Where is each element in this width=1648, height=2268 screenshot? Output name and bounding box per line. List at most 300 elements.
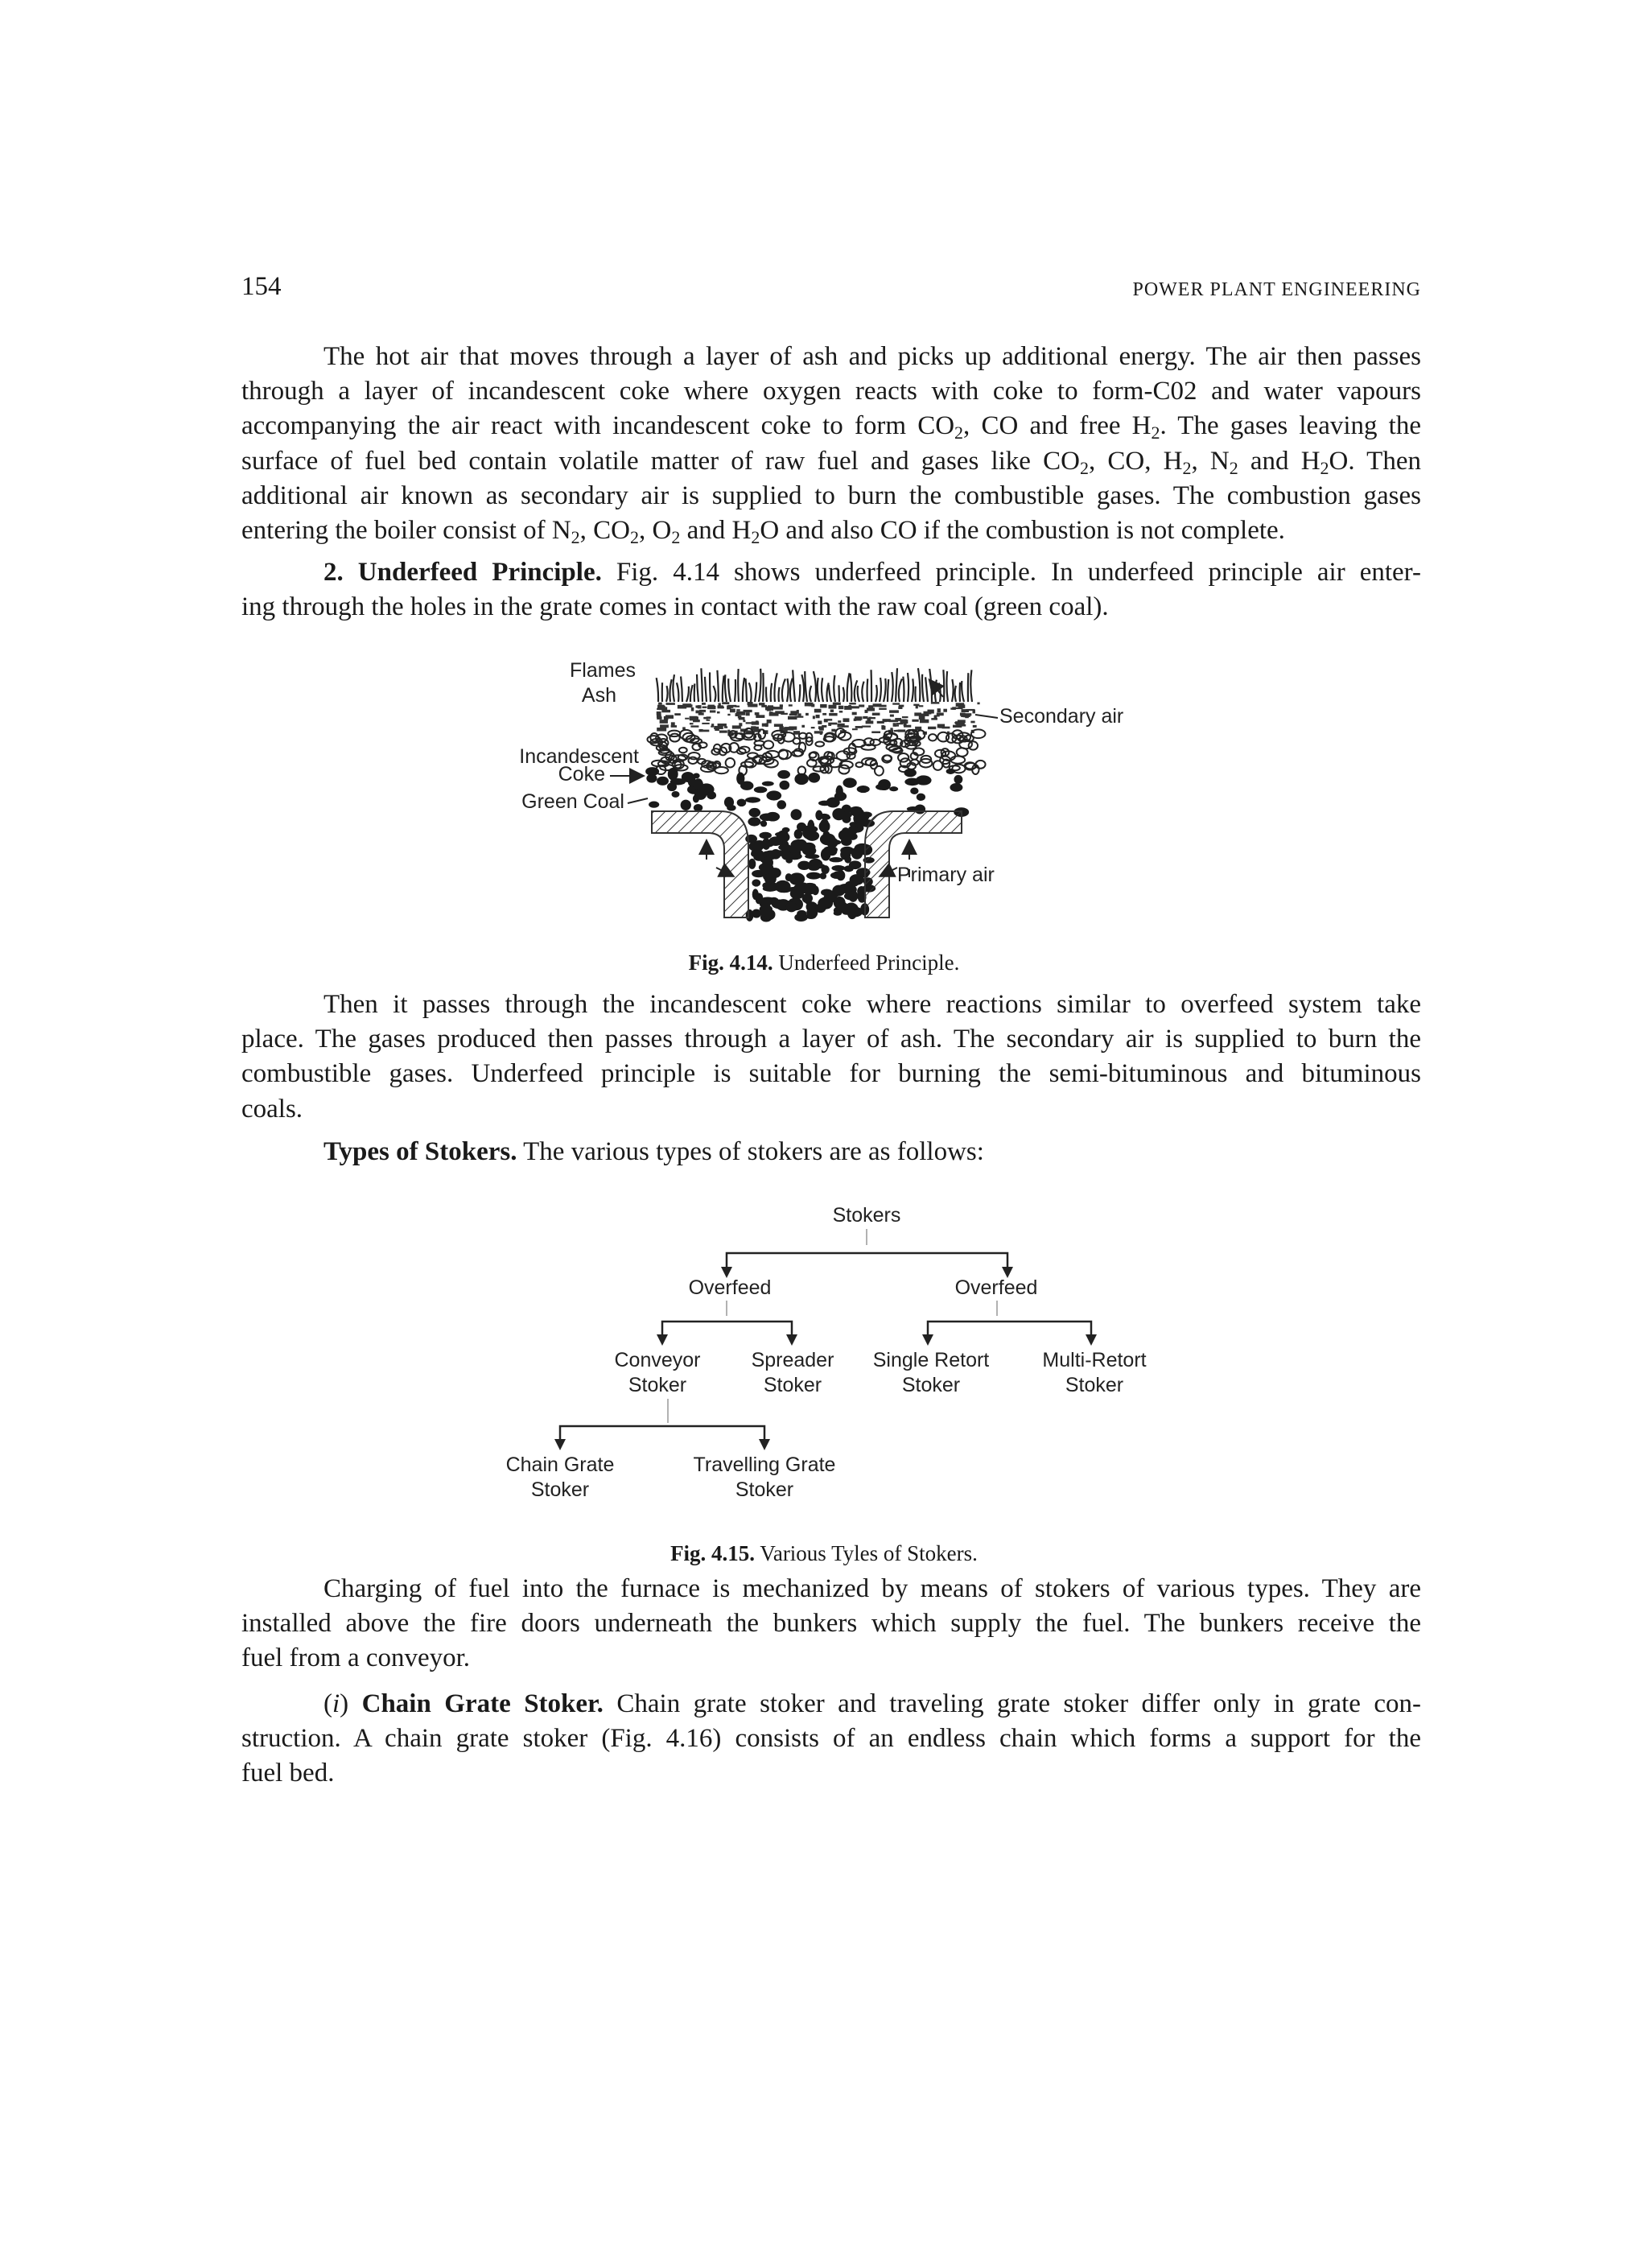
ash-texture xyxy=(722,702,729,704)
secondary-air-leader xyxy=(975,715,998,718)
coke-texture xyxy=(764,740,773,748)
ash-texture xyxy=(727,714,730,715)
green-coal-texture xyxy=(775,832,788,837)
paragraph-charging-fuel xyxy=(241,1572,1421,1676)
green-coal-texture xyxy=(916,775,932,785)
left-duct xyxy=(652,811,748,918)
ash-texture xyxy=(964,713,971,715)
ash-texture xyxy=(916,704,918,708)
green-coal-texture xyxy=(682,772,694,782)
ash-texture xyxy=(805,703,814,707)
green-coal-texture xyxy=(794,913,807,922)
green-coal-texture xyxy=(785,873,793,881)
ash-texture xyxy=(869,717,876,719)
coke-texture xyxy=(969,741,978,749)
green-coal-texture xyxy=(681,800,691,810)
ash-texture xyxy=(818,720,822,724)
ash-texture xyxy=(690,725,698,727)
ash-texture xyxy=(702,707,707,708)
tree-node-chain-grate-stoker: Stoker xyxy=(530,1478,590,1501)
ash-texture xyxy=(859,704,864,707)
text-line: Charging of fuel into the furnace is mechanized by means of stokers of various types. They are xyxy=(323,1574,1421,1603)
green-coal-texture xyxy=(802,843,816,852)
green-coal-texture xyxy=(668,768,678,781)
ash-texture xyxy=(797,713,801,715)
ash-texture xyxy=(698,729,702,732)
text-line: The hot air that moves through a layer of ash and picks up additional energy. The air then passes xyxy=(323,342,1421,371)
ash-texture xyxy=(956,724,962,727)
green-coal-texture xyxy=(850,806,863,814)
coke-texture xyxy=(975,761,985,769)
underfeed-principle-figure xyxy=(483,652,1175,926)
green-coal-texture xyxy=(806,907,818,918)
ash-texture xyxy=(695,711,702,714)
ash-texture xyxy=(735,713,740,716)
section-heading: 2. Underfeed Principle. xyxy=(323,558,602,587)
tree-arrowhead xyxy=(922,1334,933,1346)
green-coal-texture xyxy=(754,786,768,793)
ash-texture xyxy=(966,709,974,711)
text-line: fuel bed. xyxy=(241,1759,335,1788)
green-coal-texture xyxy=(904,769,917,777)
ash-texture xyxy=(820,704,826,708)
green-coal-texture xyxy=(646,774,657,783)
green-coal-texture xyxy=(831,865,845,871)
ash-texture xyxy=(816,715,820,718)
ash-texture xyxy=(814,709,822,713)
ash-texture xyxy=(690,716,698,720)
coke-texture xyxy=(793,738,801,744)
ash-texture xyxy=(784,727,793,730)
ash-texture xyxy=(830,709,834,711)
ash-texture xyxy=(937,708,941,712)
ash-texture xyxy=(724,726,727,728)
green-coal-texture xyxy=(752,870,765,877)
green-coal-texture xyxy=(844,903,859,916)
tree-arrowhead xyxy=(786,1334,797,1346)
green-coal-label: Green Coal xyxy=(521,790,624,813)
text-line: 2. Underfeed Principle. Fig. 4.14 shows underfeed principle. In underfeed principle air enter- xyxy=(323,558,1422,587)
green-coal-texture xyxy=(766,790,781,800)
green-coal-texture xyxy=(829,839,842,845)
ash-texture xyxy=(896,723,903,724)
ash-texture xyxy=(708,705,714,709)
ash-texture xyxy=(743,720,745,722)
flames-texture xyxy=(657,668,972,702)
tree-connector xyxy=(727,1253,1007,1269)
ash-texture xyxy=(838,706,844,709)
tree-node-multi-retort-stoker: Multi-Retort xyxy=(1042,1349,1147,1371)
green-coal-texture xyxy=(671,791,679,798)
ash-texture xyxy=(822,713,826,715)
green-coal-texture xyxy=(917,794,925,801)
ash-texture xyxy=(824,719,832,720)
green-coal-texture xyxy=(771,849,781,860)
ash-texture xyxy=(739,723,742,726)
green-coal-texture xyxy=(762,781,774,786)
ash-texture xyxy=(732,725,740,728)
ash-texture xyxy=(838,720,841,723)
ash-texture xyxy=(868,705,873,708)
tree-arrowhead xyxy=(759,1439,770,1450)
ash-texture xyxy=(919,705,924,707)
text-line: surface of fuel bed contain volatile matter of raw fuel and gases like $CO_2$, CO, $H_2$, $N_2$ and $H_2O$. Then xyxy=(241,446,1421,478)
ash-texture xyxy=(852,728,858,730)
text-line: Types of Stokers. The various types of stokers are as follows: xyxy=(323,1137,984,1166)
tree-arrowhead xyxy=(1086,1334,1097,1346)
green-coal-texture xyxy=(724,797,734,808)
ash-texture xyxy=(797,710,799,714)
ash-texture xyxy=(657,715,661,718)
green-coal-texture xyxy=(805,854,819,859)
ash-texture xyxy=(866,720,874,724)
green-coal-texture xyxy=(694,804,702,811)
green-coal-texture xyxy=(833,871,842,876)
ash-texture xyxy=(919,715,925,720)
green-coal-texture xyxy=(844,882,853,893)
ash-texture xyxy=(904,722,907,726)
ash-texture xyxy=(703,730,710,732)
ash-texture xyxy=(762,724,768,727)
ash-texture xyxy=(862,726,871,728)
ash-texture xyxy=(657,711,661,715)
text-line: fuel from a conveyor. xyxy=(241,1643,471,1673)
text-line: combustible gases. Underfeed principle is suitable for burning the semi-bituminous and bituminous xyxy=(241,1059,1421,1089)
ash-texture xyxy=(882,726,886,730)
ash-texture xyxy=(898,706,902,709)
ash-texture xyxy=(750,703,757,707)
ash-texture xyxy=(889,710,899,712)
secondary-air-label: Secondary air xyxy=(999,705,1124,728)
green-coal-texture xyxy=(849,822,856,827)
green-coal-texture xyxy=(844,856,851,864)
ash-texture xyxy=(711,726,714,728)
green-coal-texture xyxy=(790,809,801,820)
tree-connector xyxy=(560,1426,764,1442)
tree-node-multi-retort-stoker: Stoker xyxy=(1065,1374,1124,1396)
ash-texture xyxy=(801,725,805,728)
green-coal-texture xyxy=(745,797,760,802)
coke-texture xyxy=(670,734,679,742)
ash-texture xyxy=(746,712,750,715)
ash-texture xyxy=(682,703,691,707)
green-coal-texture xyxy=(946,769,955,774)
green-coal-texture xyxy=(850,876,864,882)
ash-texture xyxy=(661,725,666,728)
ash-texture xyxy=(829,713,837,716)
green-coal-leader xyxy=(628,798,648,803)
green-coal-texture xyxy=(737,798,747,806)
green-coal-texture xyxy=(694,788,707,800)
tree-node-spreader-stoker: Stoker xyxy=(763,1374,822,1396)
green-coal-texture xyxy=(954,775,962,784)
ash-texture xyxy=(865,710,868,713)
coke-texture xyxy=(715,767,728,773)
green-coal-texture xyxy=(950,783,962,792)
ash-texture xyxy=(710,710,715,712)
green-coal-texture xyxy=(836,786,843,798)
ash-texture xyxy=(674,713,681,715)
ash-texture xyxy=(977,703,979,705)
running-head: POWER PLANT ENGINEERING xyxy=(1132,279,1421,300)
green-coal-texture xyxy=(809,866,819,871)
coke-texture xyxy=(971,729,986,738)
green-coal-texture xyxy=(740,781,753,790)
ash-texture xyxy=(877,721,884,724)
ash-texture xyxy=(820,732,822,735)
green-coal-texture xyxy=(759,832,772,839)
ash-texture xyxy=(973,725,977,728)
ash-texture xyxy=(890,715,894,717)
green-coal-texture xyxy=(838,829,853,841)
ash-texture xyxy=(902,716,908,718)
ash-texture xyxy=(970,721,974,724)
coke-texture xyxy=(933,761,942,770)
ash-texture xyxy=(752,721,759,724)
text-line: place. The gases produced then passes through a layer of ash. The secondary air is supplied to burn the xyxy=(241,1025,1421,1054)
ash-texture xyxy=(811,727,815,728)
ash-texture xyxy=(813,715,815,719)
green-coal-texture xyxy=(778,844,789,850)
tree-node-stokers: Stokers xyxy=(832,1204,901,1227)
paragraph-incandescent xyxy=(241,988,1421,1127)
tree-arrowhead xyxy=(554,1439,566,1450)
ash-texture xyxy=(892,703,900,704)
coke-texture xyxy=(726,758,735,768)
coke-texture xyxy=(898,753,908,762)
incandescent-label: Incandescent xyxy=(519,745,639,768)
tree-connector xyxy=(662,1322,792,1338)
green-coal-texture xyxy=(770,883,777,889)
tree-node-travelling-grate-stoker: Stoker xyxy=(735,1478,794,1501)
ash-texture xyxy=(958,720,966,723)
green-coal-texture xyxy=(748,817,760,826)
ash-texture xyxy=(788,716,797,720)
green-coal-texture xyxy=(880,782,888,790)
green-coal-texture xyxy=(777,800,786,809)
coke-texture xyxy=(929,734,937,740)
coke-texture xyxy=(913,748,925,756)
text-line: ing through the holes in the grate comes in contact with the raw coal (green coal). xyxy=(241,592,1109,622)
coke-texture xyxy=(813,766,824,771)
ash-texture xyxy=(698,705,702,708)
green-coal-texture xyxy=(821,848,830,861)
green-coal-texture xyxy=(781,851,792,860)
ash-texture xyxy=(759,703,764,705)
ash-texture xyxy=(895,724,899,726)
coke-label: Coke xyxy=(558,763,605,786)
green-coal-texture xyxy=(840,847,854,855)
ash-texture xyxy=(665,703,674,705)
coke-texture xyxy=(754,745,761,750)
paragraph-underfeed xyxy=(241,555,1421,625)
green-coal-texture xyxy=(765,812,780,822)
ash-texture xyxy=(665,715,674,719)
ash-texture xyxy=(863,716,867,719)
green-coal-texture xyxy=(829,857,843,862)
tree-node-conveyor-stoker: Conveyor xyxy=(614,1349,701,1371)
ash-texture xyxy=(842,725,849,728)
ash-texture xyxy=(660,720,668,724)
ash-texture xyxy=(914,712,921,715)
text-line: (i) Chain Grate Stoker. Chain grate stoker and traveling grate stoker differ only in grate con- xyxy=(323,1689,1421,1718)
ash-texture xyxy=(671,722,675,726)
green-coal-texture xyxy=(649,802,659,808)
green-coal-texture xyxy=(793,884,808,894)
green-coal-texture xyxy=(748,808,760,817)
section-heading: Chain Grate Stoker. xyxy=(361,1689,604,1718)
ash-texture xyxy=(828,705,836,709)
ash-texture xyxy=(781,713,788,715)
ash-texture xyxy=(789,704,793,706)
green-coal-texture xyxy=(821,865,829,874)
green-coal-texture xyxy=(910,787,918,794)
text-line: accompanying the air react with incandescent coke to form $CO_2$, CO and free $H_2$. The gases leaving the xyxy=(241,411,1421,443)
ash-texture xyxy=(931,718,937,720)
ash-texture xyxy=(872,713,880,715)
ash-texture xyxy=(718,705,723,708)
green-coal-texture xyxy=(786,902,797,913)
ash-texture xyxy=(768,707,775,709)
ash-texture xyxy=(714,726,723,729)
paragraph-types-of-stokers xyxy=(241,1135,1421,1169)
green-coal-texture xyxy=(806,872,821,880)
green-coal-texture xyxy=(857,786,870,793)
ash-texture xyxy=(707,720,711,721)
figure-caption: Fig. 4.14. Underfeed Principle. xyxy=(688,950,960,975)
ash-texture xyxy=(658,703,662,705)
green-coal-texture xyxy=(838,812,852,819)
text-line: installed above the fire doors underneath the bunkers which supply the fuel. The bunkers receive the xyxy=(241,1609,1421,1639)
ash-texture xyxy=(950,707,955,709)
coke-texture xyxy=(815,742,824,747)
ash-texture xyxy=(780,704,783,707)
tree-node-overfeed-right: Overfeed xyxy=(954,1276,1038,1299)
ash-texture xyxy=(702,723,709,724)
ash-texture xyxy=(873,703,882,707)
green-coal-texture xyxy=(748,859,756,869)
green-coal-texture xyxy=(752,879,760,886)
ash-texture xyxy=(851,706,859,708)
green-coal-texture xyxy=(763,851,771,856)
ash-texture xyxy=(855,716,862,720)
ash-texture xyxy=(719,730,727,732)
green-coal-texture xyxy=(707,791,716,799)
text-line: entering the boiler consist of $N_2$, $CO_2$, $O_2$ and $H_2O$ and also CO if the combustion is not complete. xyxy=(241,516,1285,548)
green-coal-texture xyxy=(782,827,790,832)
coke-texture xyxy=(856,762,863,767)
paragraph-chain-grate-stoker xyxy=(241,1687,1421,1792)
coke-texture xyxy=(679,748,687,753)
green-coal-texture xyxy=(826,798,840,808)
ash-texture xyxy=(839,711,843,712)
ash-texture xyxy=(923,711,931,715)
green-coal-texture xyxy=(861,811,872,817)
ash-texture xyxy=(727,706,731,710)
ash-texture xyxy=(943,709,947,712)
ash-label: Ash xyxy=(581,684,616,707)
ash-texture xyxy=(833,703,841,705)
ash-texture xyxy=(848,705,851,708)
ash-texture xyxy=(718,724,727,726)
green-coal-texture xyxy=(819,820,830,832)
green-coal-texture xyxy=(889,786,898,791)
green-coal-texture xyxy=(832,885,845,897)
ash-texture xyxy=(661,710,670,712)
tree-node-spreader-stoker: Spreader xyxy=(751,1349,834,1371)
green-coal-texture xyxy=(843,777,856,787)
ash-texture xyxy=(896,730,903,732)
green-coal-texture xyxy=(821,815,830,820)
ash-texture xyxy=(843,718,850,722)
ash-texture xyxy=(931,702,940,704)
ash-texture xyxy=(767,720,772,724)
green-coal-texture xyxy=(802,893,814,903)
ash-texture xyxy=(879,708,887,710)
ash-texture xyxy=(744,710,752,712)
section-heading: Types of Stokers. xyxy=(323,1137,517,1166)
ash-texture xyxy=(928,727,936,729)
ash-texture xyxy=(756,715,764,718)
ash-texture xyxy=(685,718,689,720)
ash-texture xyxy=(958,704,966,707)
ash-texture xyxy=(920,720,929,724)
green-coal-texture xyxy=(667,782,677,791)
green-coal-texture xyxy=(794,773,808,785)
green-coal-texture xyxy=(762,838,770,850)
text-line: Then it passes through the incandescent coke where reactions similar to overfeed system take xyxy=(323,990,1421,1019)
ash-texture xyxy=(830,723,837,725)
ash-texture xyxy=(659,707,667,710)
green-coal-texture xyxy=(780,781,790,790)
ash-texture xyxy=(773,707,783,709)
tree-node-overfeed-left: Overfeed xyxy=(688,1276,772,1299)
text-line: through a layer of incandescent coke where oxygen reacts with coke to form-C02 and water vapours xyxy=(241,377,1421,406)
green-coal-texture xyxy=(807,820,814,832)
figure-caption: Fig. 4.15. Various Tyles of Stokers. xyxy=(670,1541,978,1565)
ash-texture xyxy=(755,712,760,715)
green-coal-texture xyxy=(808,773,820,783)
green-coal-texture xyxy=(775,880,791,893)
text-line: coals. xyxy=(241,1094,303,1124)
ash-texture xyxy=(934,715,939,716)
ash-texture xyxy=(819,728,824,730)
green-coal-texture xyxy=(773,839,783,845)
ash-texture xyxy=(912,720,918,722)
tree-arrowhead xyxy=(657,1334,668,1346)
tree-node-travelling-grate-stoker: Travelling Grate xyxy=(693,1454,836,1476)
stoker-types-tree xyxy=(483,1199,1175,1521)
green-coal-texture xyxy=(760,905,772,913)
green-coal-texture xyxy=(753,854,764,861)
coke-texture xyxy=(688,757,697,764)
green-coal-texture xyxy=(844,865,854,872)
ash-texture xyxy=(852,712,857,715)
paragraph-hot-air xyxy=(241,340,1421,548)
green-coal-texture xyxy=(760,820,767,827)
ash-texture xyxy=(691,707,694,711)
ash-texture xyxy=(871,732,880,734)
ash-texture xyxy=(939,724,943,728)
ash-texture xyxy=(736,709,740,711)
tree-node-chain-grate-stoker: Chain Grate xyxy=(505,1454,615,1476)
text-line: struction. A chain grate stoker (Fig. 4.16) consists of an endless chain which forms a support for the xyxy=(241,1724,1421,1754)
green-coal-texture xyxy=(797,823,806,831)
ash-texture xyxy=(805,713,809,715)
ash-texture xyxy=(717,711,720,714)
primary-air-label: Primary air xyxy=(897,864,995,886)
ash-texture xyxy=(690,723,694,724)
